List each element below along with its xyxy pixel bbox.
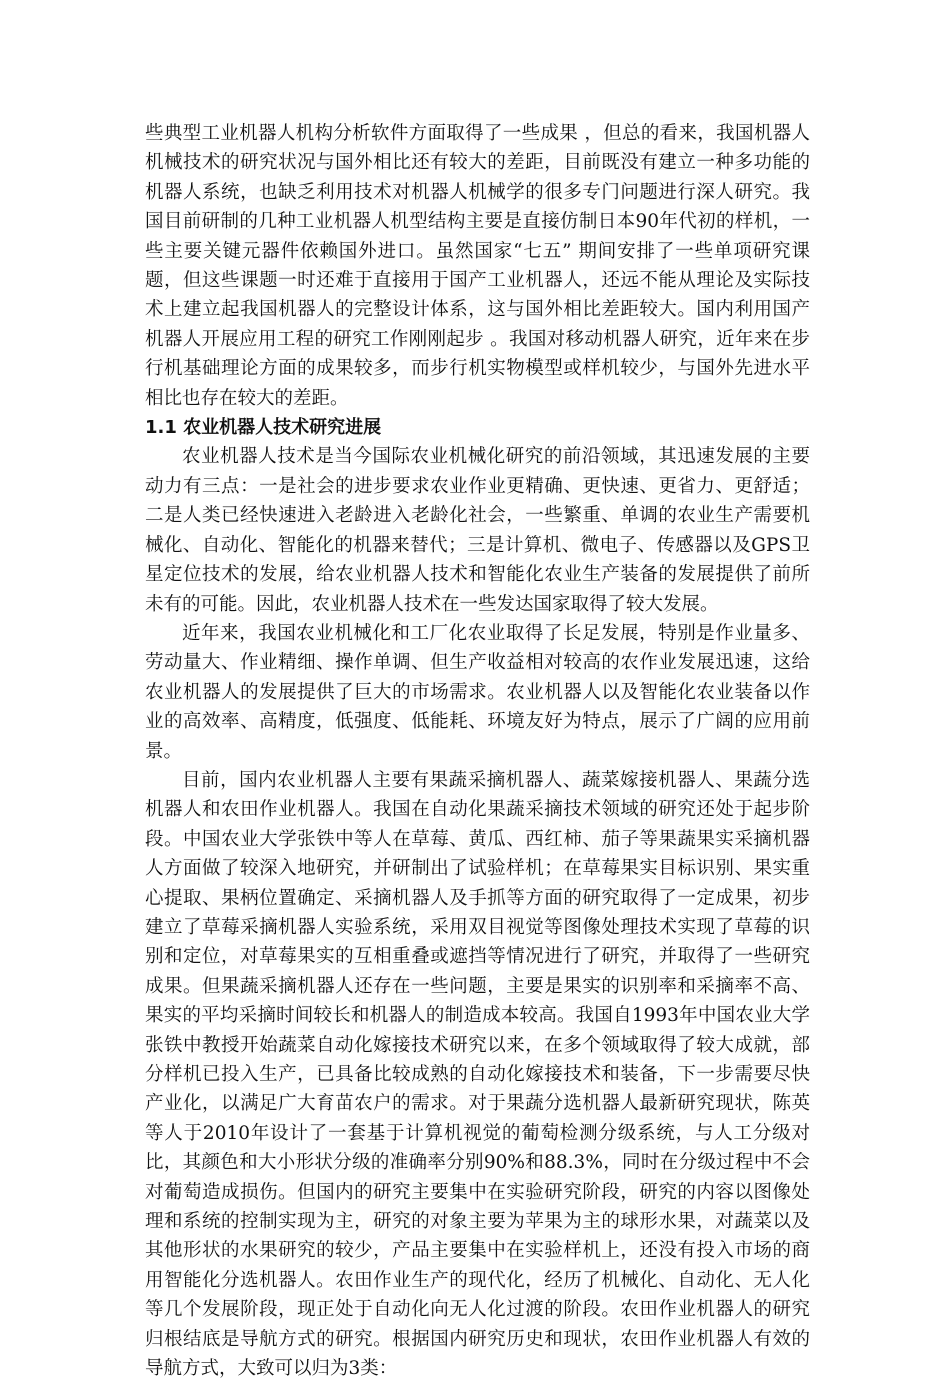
- document-page: [145, 119, 810, 1383]
- section-heading: 1.1 农业机器人技术研究进展: [145, 417, 382, 439]
- body-paragraph-2: 近年来，我国农业机械化和工厂化农业取得了长足发展，特别是作业量多、劳动量大、作业精细、操作单调、但生产收益相对较高的农作业发展迅速，这给农业机器人的发展提供了巨大的市场需求。农业机器人以及智能化农业装备以作业的高效率、高精度，低强度、低能耗、环境友好为特点，展示了广阔的应用前景。: [145, 622, 810, 762]
- body-paragraph-1: 农业机器人技术是当今国际农业机械化研究的前沿领域，其迅速发展的主要动力有三点：一是社会的进步要求农业作业更精确、更快速、更省力、更舒适；二是人类已经快速进入老龄进入老龄化社会，一些繁重、单调的农业生产需要机械化、自动化、智能化的机器来替代；三是计算机、微电子、传感器以及GPS卫星定位技术的发展，给农业机器人技术和智能化农业生产装备的发展提供了前所未有的可能。因此，农业机器人技术在一些发达国家取得了较大发展。: [145, 446, 810, 615]
- body-paragraph-3: 目前，国内农业机器人主要有果蔬采摘机器人、蔬菜嫁接机器人、果蔬分选机器人和农田作业机器人。我国在自动化果蔬采摘技术领域的研究还处于起步阶段。中国农业大学张铁中等人在草莓、黄瓜、西红柿、茄子等果蔬果实采摘机器人方面做了较深入地研究，并研制出了试验样机；在草莓果实目标识别、果实重心提取、果柄位置确定、采摘机器人及手抓等方面的研究取得了一定成果，初步建立了草莓采摘机器人实验系统，采用双目视觉等图像处理技术实现了草莓的识别和定位，对草莓果实的互相重叠或遮挡等情况进行了研究，并取得了一些研究成果。但果蔬采摘机器人还存在一些问题，主要是果实的识别率和采摘率不高、果实的平均采摘时间较长和机器人的制造成本较高。我国自1993年中国农业大学张铁中教授开始蔬菜自动化嫁接技术研究以来，在多个领域取得了较大成就，部分样机已投入生产，已具备比较成熟的自动化嫁接技术和装备，下一步需要尽快产业化，以满足广大育苗农户的需求。对于果蔬分选机器人最新研究现状，陈英等人于2010年设计了一套基于计算机视觉的葡萄检测分级系统，与人工分级对比，其颜色和大小形状分级的准确率分别90%和88.3%，同时在分级过程中不会对葡萄造成损伤。但国内的研究主要集中在实验研究阶段，研究的内容以图像处理和系统的控制实现为主，研究的对象主要为苹果为主的球形水果，对蔬菜以及其他形状的水果研究的较少，产品主要集中在实验样机上，还没有投入市场的商用智能化分选机器人。农田作业生产的现代化，经历了机械化、自动化、无人化等几个发展阶段，现正处于自动化向无人化过渡的阶段。农田作业机器人的研究归根结底是导航方式的研究。根据国内研究历史和现状，农田作业机器人有效的导航方式，大致可以归为3类：: [145, 769, 810, 1380]
- intro-paragraph: 些典型工业机器人机构分析软件方面取得了一些成果 ，但总的看来，我国机器人机械技术的研究状况与国外相比还有较大的差距，目前既没有建立一种多功能的机器人系统，也缺乏利用技术对机器人机械学的很多专门问题进行深人研究。我国目前研制的几种工业机器人机型结构主要是直接仿制日本90年代初的样机，一些主要关键元器件依赖国外进口。虽然国家“七五” 期间安排了一些单项研究课题，但这些课题一时还难于直接用于国产工业机器人，还远不能从理论及实际技术上建立起我国机器人的完整设计体系，这与国外相比差距较大。国内利用国产机器人开展应用工程的研究工作刚刚起步 。我国对移动机器人研究，近年来在步行机基础理论方面的成果较多，而步行机实物模型或样机较少，与国外先进水平相比也存在较大的差距。: [145, 123, 810, 409]
